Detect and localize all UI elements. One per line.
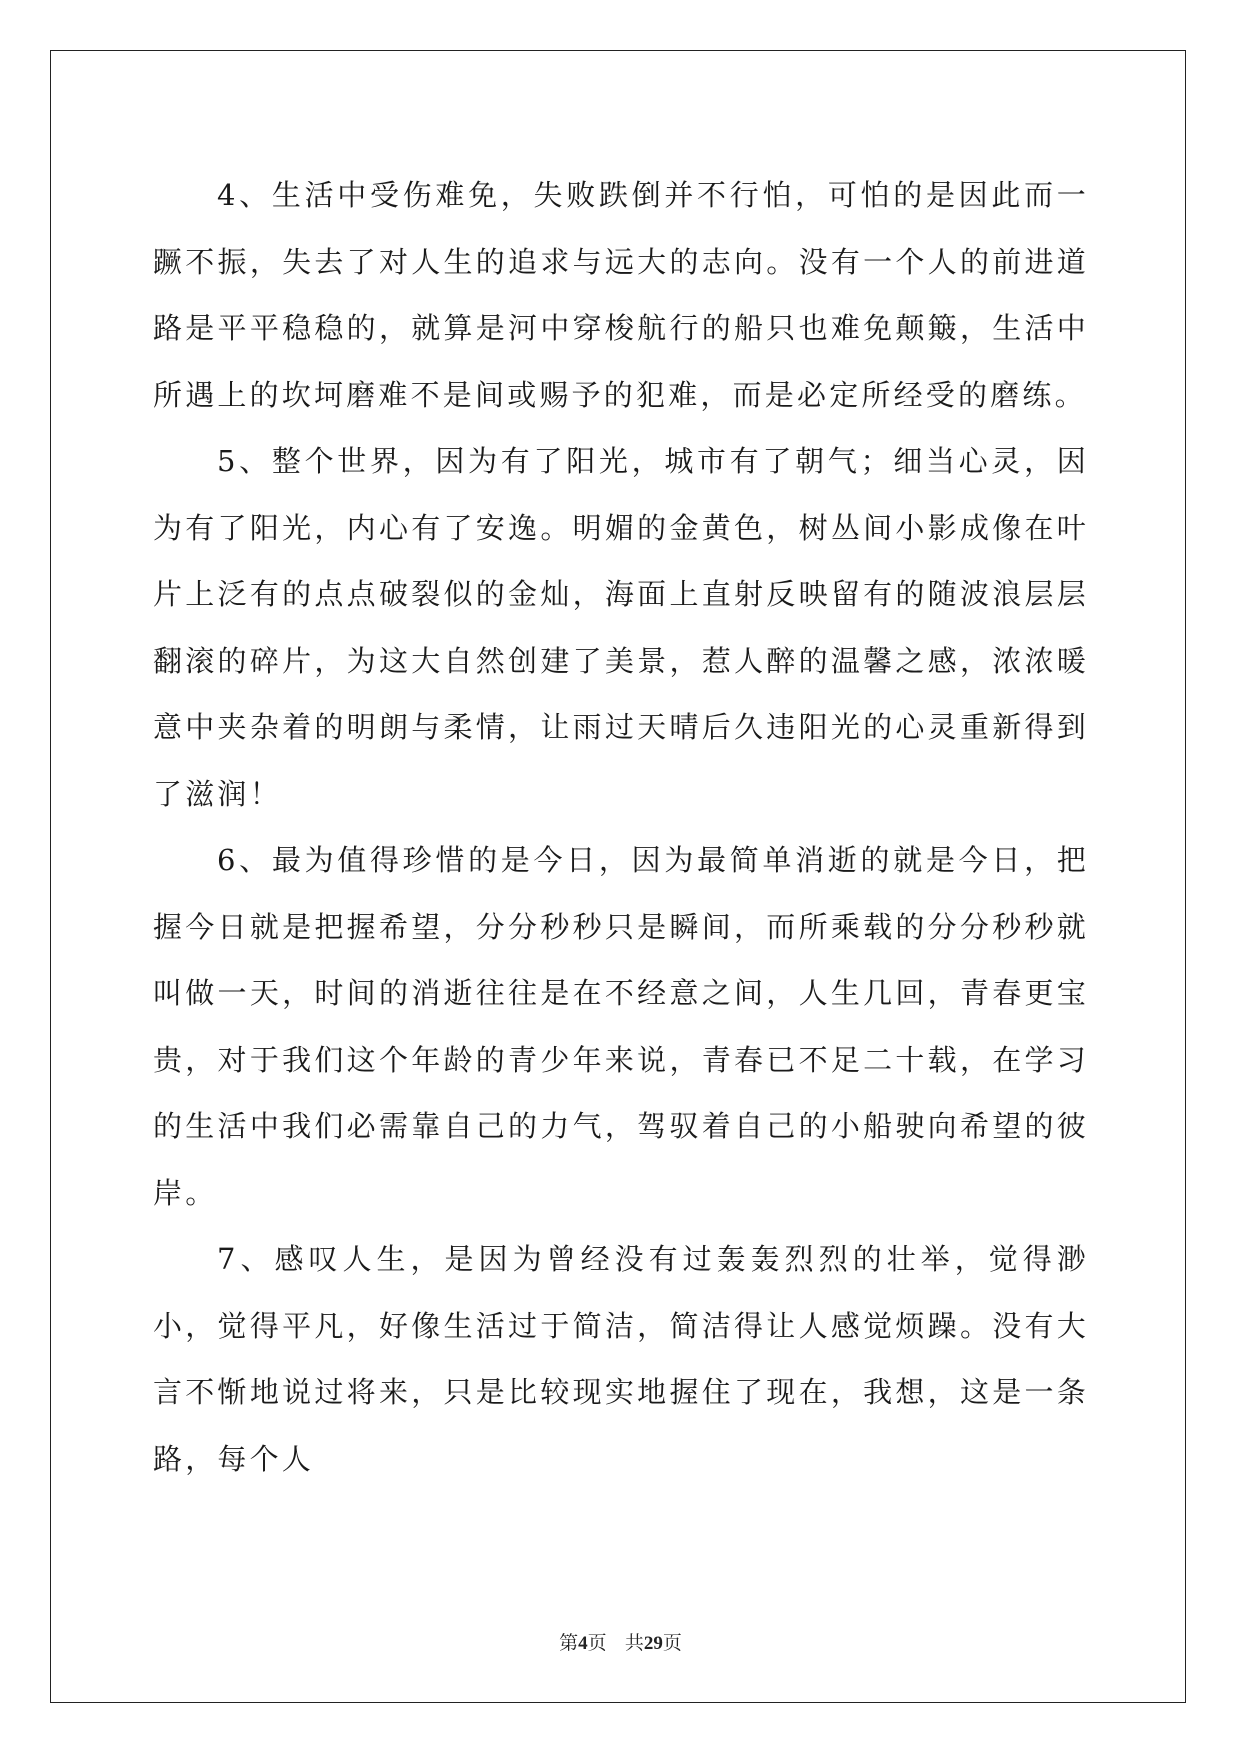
page-footer [0,1628,1241,1655]
paragraph-4: 4、生活中受伤难免，失败跌倒并不行怕，可怕的是因此而一蹶不振，失去了对人生的追求与远大的志向。没有一个人的前进道路是平平稳稳的，就算是河中穿梭航行的船只也难免颠簸，生活中所遇上的坎坷磨难不是间或赐予的犯难，而是必定所经受的磨练。 [153,178,1089,412]
total-prefix: 共 [624,1632,644,1654]
document-body [153,162,1089,1492]
page-number: 4 [578,1633,588,1654]
paragraph-7: 7、感叹人生，是因为曾经没有过轰轰烈烈的壮举，觉得渺小，觉得平凡，好像生活过于简洁，简洁得让人感觉烦躁。没有大言不惭地说过将来，只是比较现实地握住了现在，我想，这是一条路，每个人 [153,1242,1089,1476]
total-suffix: 页 [662,1632,682,1654]
page-prefix: 第 [559,1632,579,1654]
page-suffix: 页 [587,1632,607,1654]
paragraph-6: 6、最为值得珍惜的是今日，因为最简单消逝的就是今日，把握今日就是把握希望，分分秒秒只是瞬间，而所乘载的分分秒秒就叫做一天，时间的消逝往往是在不经意之间，人生几回，青春更宝贵，对于我们这个年龄的青少年来说，青春已不足二十载，在学习的生活中我们必需靠自己的力气，驾驭着自己的小船驶向希望的彼岸。 [153,843,1089,1210]
total-pages: 29 [643,1633,663,1654]
paragraph-5: 5、整个世界，因为有了阳光，城市有了朝气；细当心灵，因为有了阳光，内心有了安逸。明媚的金黄色，树丛间小影成像在叶片上泛有的点点破裂似的金灿，海面上直射反映留有的随波浪层层翻滚的碎片，为这大自然创建了美景，惹人醉的温馨之感，浓浓暖意中夹杂着的明朗与柔情，让雨过天晴后久违阳光的心灵重新得到了滋润！ [153,444,1089,811]
